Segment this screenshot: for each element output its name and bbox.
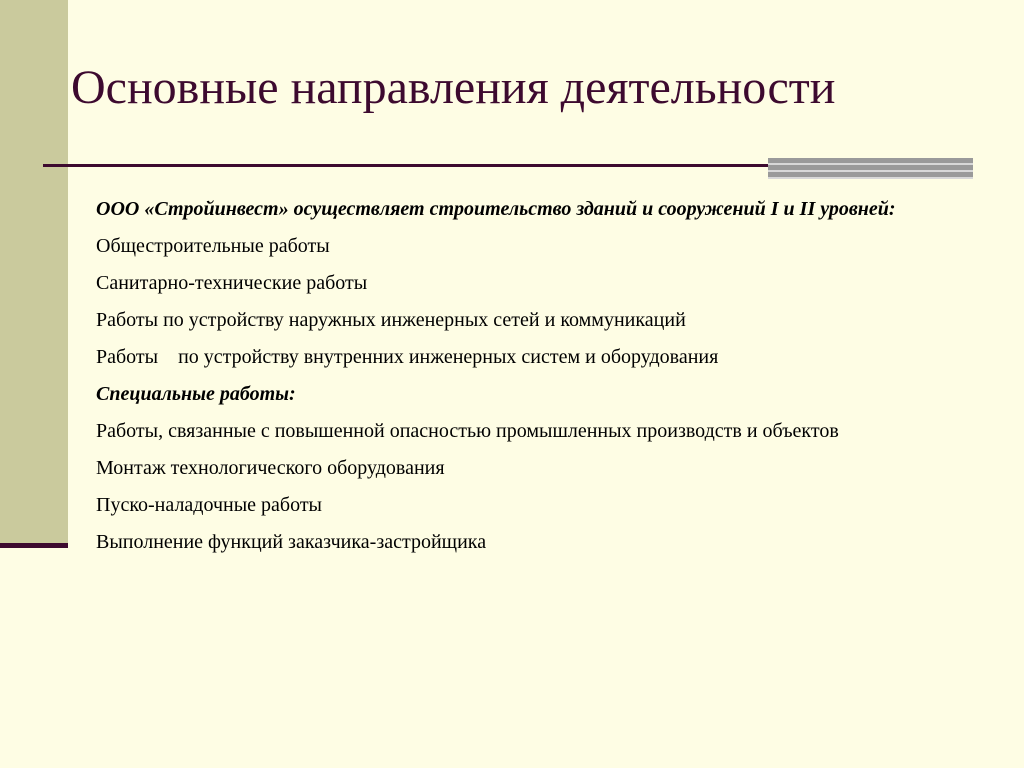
striped-accent-bar	[768, 158, 973, 179]
list-item: Санитарно-технические работы	[96, 272, 368, 294]
list-item: Выполнение функций заказчика-застройщика	[96, 531, 487, 553]
list-item: Работы по устройству наружных инженерных сетей и коммуникаций	[96, 309, 686, 331]
list-item: Пуско-наладочные работы	[96, 494, 322, 516]
content-list	[96, 195, 976, 565]
list-item: Работы по устройству внутренних инженерных систем и оборудования	[96, 346, 719, 368]
slide-title: Основные направления деятельности	[71, 61, 836, 114]
left-decorative-bar	[0, 0, 68, 545]
list-item: Общестроительные работы	[96, 235, 330, 257]
list-item: Монтаж технологического оборудования	[96, 457, 445, 479]
intro-statement: ООО «Стройинвест» осуществляет строительство зданий и сооружений I и II уровней:	[96, 198, 896, 220]
list-item: Работы, связанные с повышенной опасностью промышленных производств и объектов	[96, 420, 839, 442]
left-bar-underline	[0, 543, 68, 548]
special-works-heading: Специальные работы:	[96, 383, 296, 405]
title-divider-line	[43, 164, 785, 167]
